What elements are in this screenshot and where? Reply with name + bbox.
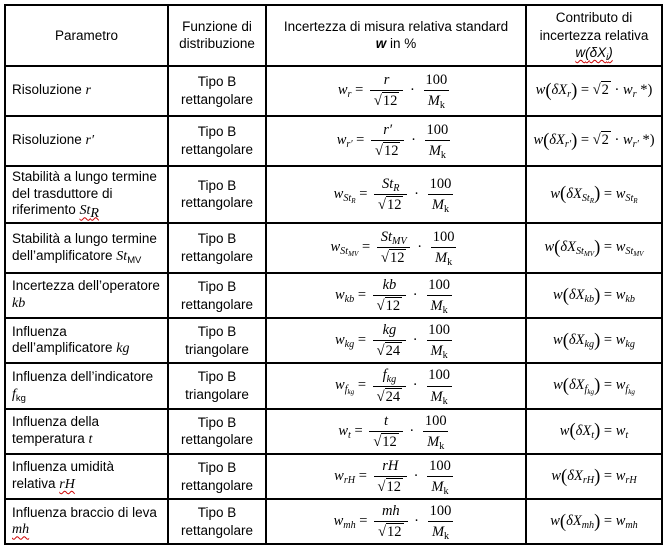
header-distribuzione <box>168 5 266 66</box>
header-contributo <box>526 5 662 66</box>
header-incertezza <box>266 5 526 66</box>
param-label: Risoluzione r <box>12 81 91 98</box>
contribution-cell <box>526 363 662 408</box>
table-row <box>5 363 662 408</box>
contribution-formula: $w(\delta X_{r'}) = √2 \cdot w_{r'}$ *) <box>533 129 655 151</box>
formula-cell <box>266 499 526 544</box>
param-cell <box>5 166 168 223</box>
formula-cell <box>266 454 526 499</box>
header-row <box>5 5 662 66</box>
table-row <box>5 166 662 223</box>
distribution-cell: Tipo B triangolare <box>168 363 266 408</box>
table-row <box>5 499 662 544</box>
distribution-cell: Tipo B rettangolare <box>168 454 266 499</box>
distribution-cell: Tipo B rettangolare <box>168 499 266 544</box>
contribution-formula: $w(\delta X_{kg}) = w_{kg}$ <box>553 329 635 351</box>
table-row <box>5 273 662 318</box>
contribution-cell <box>526 273 662 318</box>
header-parametro <box>5 5 168 66</box>
formula-cell <box>266 66 526 116</box>
header-incertezza-line2: w in % <box>375 36 417 52</box>
table-row <box>5 454 662 499</box>
param-label: Influenza dell’amplificatore kg <box>12 323 130 357</box>
param-label: Influenza braccio di leva mh <box>12 504 157 538</box>
standard-uncertainty-formula: $w_{mh}$ = $\frac{mh}{√12}$ · $\frac{100}{M_k}$ <box>333 503 452 543</box>
table-row <box>5 223 662 273</box>
standard-uncertainty-formula: $w_t$ = $\frac{t}{√12}$ · $\frac{100}{M_k}$ <box>338 412 447 452</box>
param-label: Stabilità a lungo termine del trasduttore di riferimento $St_R$ <box>12 168 157 222</box>
param-cell <box>5 363 168 408</box>
param-cell <box>5 454 168 499</box>
param-label: Stabilità a lungo termine dell’amplificatore $St_{MV}$ <box>12 230 157 266</box>
distribution-cell: Tipo B rettangolare <box>168 409 266 454</box>
header-parametro-label: Parametro <box>54 27 119 43</box>
distribution-cell: Tipo B rettangolare <box>168 223 266 273</box>
table-row <box>5 116 662 166</box>
standard-uncertainty-formula: $w_{f_{kg}}$ = $\frac{f_{kg}}{√24}$ · $\frac{100}{M_k}$ <box>335 367 450 407</box>
param-cell <box>5 223 168 273</box>
contribution-formula: $w(\delta X_{mh}) = w_{mh}$ <box>550 510 638 532</box>
param-cell <box>5 116 168 166</box>
param-label: Influenza della temperatura t <box>12 414 100 447</box>
distribution-cell: Tipo B rettangolare <box>168 166 266 223</box>
header-contributo-label: Contributo di incertezza relativa <box>539 10 649 43</box>
standard-uncertainty-formula: $w_{kb}$ = $\frac{kb}{√12}$ · $\frac{100}{M_k}$ <box>335 276 450 317</box>
uncertainty-table <box>4 4 663 545</box>
contribution-cell <box>526 318 662 363</box>
contribution-formula: $w(\delta X_{St_R}) = w_{St_R}$ <box>550 183 638 205</box>
contribution-cell <box>526 454 662 499</box>
contribution-cell <box>526 116 662 166</box>
param-label: Influenza umidità relativa rH <box>12 459 115 493</box>
param-cell <box>5 318 168 363</box>
contribution-cell <box>526 66 662 116</box>
header-incertezza-line1: Incertezza di misura relativa standard <box>283 18 509 34</box>
param-cell <box>5 273 168 318</box>
formula-cell <box>266 363 526 408</box>
table-row <box>5 409 662 454</box>
distribution-cell: Tipo B rettangolare <box>168 273 266 318</box>
param-cell <box>5 499 168 544</box>
distribution-cell: Tipo B rettangolare <box>168 66 266 116</box>
distribution-cell: Tipo B triangolare <box>168 318 266 363</box>
contribution-cell <box>526 499 662 544</box>
param-label: Incertezza dell’operatore kb <box>12 278 160 312</box>
header-distribuzione-label: Funzione di distribuzione <box>179 18 255 52</box>
contribution-cell <box>526 166 662 223</box>
param-label: Influenza dell’indicatore $f_{kg}$ <box>12 368 154 404</box>
standard-uncertainty-formula: $w_{St_R}$ = $\frac{St_R}{√12}$ · $\frac{100}{M_k}$ <box>333 175 452 215</box>
header-contributo-formula: $w(\delta X_i)$ <box>575 45 613 63</box>
contribution-formula: $w(\delta X_{f_{kg}}) = w_{f_{kg}}$ <box>553 375 635 397</box>
contribution-formula: $w(\delta X_{kb}) = w_{kb}$ <box>553 284 635 306</box>
contribution-formula: $w(\delta X_{rH}) = w_{rH}$ <box>551 465 637 487</box>
param-cell <box>5 66 168 116</box>
standard-uncertainty-formula: $w_{kg}$ = $\frac{kg}{√24}$ · $\frac{100}{M_k}$ <box>335 322 450 362</box>
contribution-cell <box>526 223 662 273</box>
standard-uncertainty-formula: $w_{rH}$ = $\frac{rH}{√12}$ · $\frac{100}{M_k}$ <box>334 457 451 498</box>
table-row <box>5 318 662 363</box>
param-label: Risoluzione r′ <box>12 131 95 148</box>
contribution-formula: $w(\delta X_t) = w_t$ <box>559 420 629 442</box>
contribution-cell <box>526 409 662 454</box>
formula-cell <box>266 116 526 166</box>
contribution-formula: $w(\delta X_r) = √2 \cdot w_r$ *) <box>535 79 653 101</box>
formula-cell <box>266 318 526 363</box>
formula-cell <box>266 409 526 454</box>
distribution-cell: Tipo B rettangolare <box>168 116 266 166</box>
param-cell <box>5 409 168 454</box>
table-body <box>5 66 662 545</box>
standard-uncertainty-formula: $w_r$ = $\frac{r}{√12}$ · $\frac{100}{M_k}$ <box>337 72 448 112</box>
contribution-formula: $w(\delta X_{St_{MV}}) = w_{St_{MV}}$ <box>544 237 644 259</box>
formula-cell <box>266 166 526 223</box>
table-row <box>5 66 662 116</box>
standard-uncertainty-formula: $w_{St_{MV}}$ = $\frac{St_{MV}}{√12}$ · $\frac{100}{M_k}$ <box>330 229 455 269</box>
formula-cell <box>266 273 526 318</box>
formula-cell <box>266 223 526 273</box>
standard-uncertainty-formula: $w_{r'}$ = $\frac{r'}{√12}$ · $\frac{100}{M_k}$ <box>336 122 449 162</box>
